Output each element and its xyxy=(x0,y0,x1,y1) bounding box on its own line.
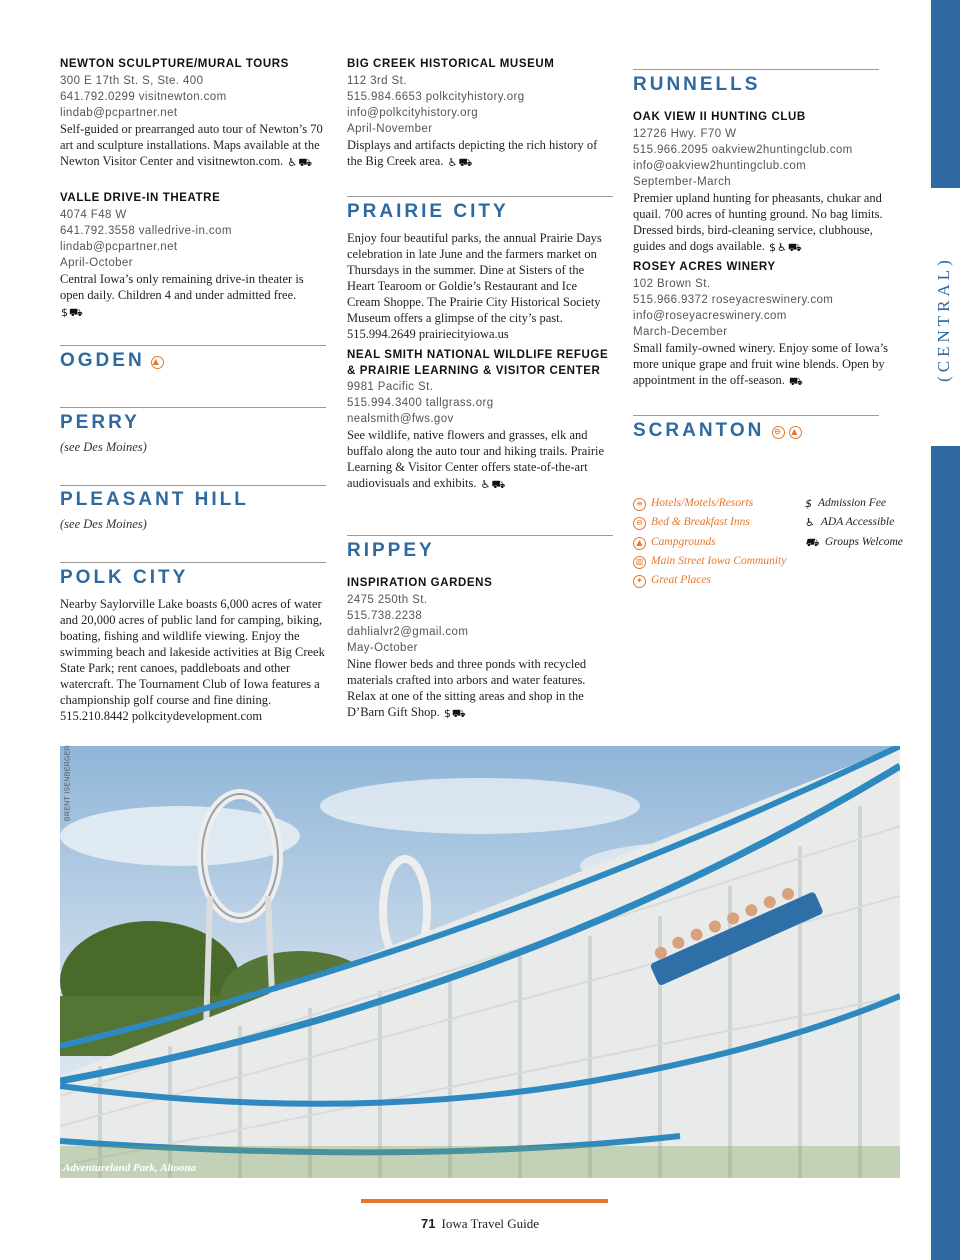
admission-fee-icon: $ xyxy=(805,497,812,510)
entry-description: Central Iowa’s only remaining drive-in theater is open daily. Children 4 and under admitted free. xyxy=(60,271,304,302)
description-text: Premier upland hunting for pheasants, chukar and quail. 700 acres of hunting ground. No bag limits. Dressed birds, bird-cleaning service, clubhouse, guides and dogs available. xyxy=(633,190,883,253)
entry-address: 12726 Hwy. F70 W xyxy=(633,127,737,140)
big-creek-museum-entry xyxy=(347,57,613,169)
ada-accessible-icon: ♿ xyxy=(777,240,787,254)
campground-icon: ▲ xyxy=(151,356,164,369)
description-text: Displays and artifacts depicting the rich history of the Big Creek area. xyxy=(347,137,598,168)
ada-accessible-icon: ♿ xyxy=(480,478,491,491)
entry-name: ROSEY ACRES WINERY xyxy=(633,261,776,273)
entry-address: 300 E 17th St. S, Ste. 400 xyxy=(60,74,204,87)
prairie-city-section xyxy=(347,201,613,342)
city-heading: POLK CITY xyxy=(60,567,189,588)
legend-label: Hotels/Motels/Resorts xyxy=(651,497,754,509)
entry-name: BIG CREEK HISTORICAL MUSEUM xyxy=(347,58,555,70)
rippey-section xyxy=(347,540,613,562)
entry-address: 112 3rd St. xyxy=(347,74,407,87)
photo-caption: Adventureland Park, Altoona xyxy=(63,1162,197,1174)
city-heading: PERRY xyxy=(60,412,140,433)
entry-email: info@oakview2huntingclub.com xyxy=(633,159,807,172)
ogden-section xyxy=(60,350,326,372)
entry-season: April-October xyxy=(60,256,133,269)
admission-fee-icon: $ xyxy=(443,706,451,720)
legend-label: Campgrounds xyxy=(651,536,716,548)
groups-welcome-icon: ⛟ xyxy=(298,155,313,169)
entry-season: April-November xyxy=(347,122,433,135)
entry-name: NEAL SMITH NATIONAL WILDLIFE REFUGE & PRAIRIE LEARNING & VISITOR CENTER xyxy=(347,349,609,377)
legend-admission xyxy=(804,496,886,510)
hotel-icon: ≡ xyxy=(633,498,646,511)
perry-section xyxy=(60,412,326,455)
polk-city-section xyxy=(60,567,326,724)
city-heading: RIPPEY xyxy=(347,540,435,561)
legend-campgrounds xyxy=(633,535,716,550)
divider xyxy=(633,69,879,70)
entry-email: info@polkcityhistory.org xyxy=(347,106,478,119)
entry-address: 9981 Pacific St. xyxy=(347,381,434,393)
legend-great-places xyxy=(633,573,711,588)
oak-view-entry xyxy=(633,110,899,254)
side-tab-bottom xyxy=(931,446,960,1260)
divider xyxy=(60,485,326,486)
entry-phone: 515.738.2238 xyxy=(347,609,423,622)
legend-ada xyxy=(804,515,894,529)
city-heading: PRAIRIE CITY xyxy=(347,201,509,222)
entry-address: 2475 250th St. xyxy=(347,593,428,606)
entry-name: OAK VIEW II HUNTING CLUB xyxy=(633,111,806,123)
groups-welcome-icon: ⛟ xyxy=(458,155,473,169)
ada-accessible-icon: ♿ xyxy=(805,516,815,529)
inspiration-gardens-entry xyxy=(347,576,613,720)
campground-icon: ▲ xyxy=(789,426,802,439)
legend-groups xyxy=(804,535,903,549)
entry-phone-web: 515.966.2095 oakview2huntingclub.com xyxy=(633,143,853,156)
runnells-section xyxy=(633,74,899,96)
campground-icon: ▲ xyxy=(633,537,646,550)
entry-description xyxy=(60,121,326,169)
groups-welcome-icon: ⛟ xyxy=(787,240,802,254)
entry-description xyxy=(347,427,613,491)
legend-label: Main Street Iowa Community xyxy=(651,555,787,567)
neal-smith-entry xyxy=(347,348,613,491)
legend-bnb xyxy=(633,515,750,530)
entry-email: info@roseyacreswinery.com xyxy=(633,309,787,322)
divider xyxy=(60,562,326,563)
great-places-icon: ✦ xyxy=(633,575,646,588)
entry-icons xyxy=(60,303,326,319)
legend-label: ADA Accessible xyxy=(820,516,895,528)
legend-label: Admission Fee xyxy=(818,497,887,509)
groups-welcome-icon: ⛟ xyxy=(788,374,803,388)
legend-label: Great Places xyxy=(651,574,711,586)
city-description: Enjoy four beautiful parks, the annual Prairie Days celebration in late June and the farmers market on Thursdays in the summer. Dine at Sisters of the Heart Tearoom or Goldie’s Restaurant and Ice Cream Shoppe. The Prairie City Historical Society Museum offers a glimpse of the city’s past. 515.994.2649 prairiecityiowa.us xyxy=(347,231,602,341)
bed-breakfast-icon: ⊖ xyxy=(772,426,785,439)
legend-label: Bed & Breakfast Inns xyxy=(651,516,750,528)
entry-address: 102 Brown St. xyxy=(633,277,711,290)
entry-email: lindab@pcpartner.net xyxy=(60,240,178,253)
photo-illustration xyxy=(60,746,900,1178)
region-label xyxy=(936,244,952,394)
see-reference: (see Des Moines) xyxy=(60,517,147,531)
roller-coaster-photo xyxy=(60,746,900,1178)
divider xyxy=(633,415,879,416)
publication-title: Iowa Travel Guide xyxy=(441,1216,539,1231)
entry-phone-web: 515.994.3400 tallgrass.org xyxy=(347,397,494,409)
icon-legend xyxy=(633,496,903,596)
entry-phone-web: 641.792.3558 valledrive-in.com xyxy=(60,224,232,237)
entry-address: 4074 F48 W xyxy=(60,208,127,221)
ada-accessible-icon: ♿ xyxy=(287,155,298,169)
description-text: Self-guided or prearranged auto tour of Newton’s 70 art and sculpture installations. Maps available at the Newton Visitor Center and visitnewton.com. xyxy=(60,121,323,168)
entry-phone-web: 641.792.0299 visitnewton.com xyxy=(60,90,227,103)
description-text: See wildlife, native flowers and grasses, elk and buffalo along the auto tour and hiking trails. Prairie Learning & Visitor Center offers state-of-the-art audiovisuals and exhibits. xyxy=(347,428,605,490)
legend-label: Groups Welcome xyxy=(824,536,903,548)
photo-credit xyxy=(62,744,74,822)
legend-main-street xyxy=(633,554,786,569)
entry-season: September-March xyxy=(633,175,732,188)
city-heading: PLEASANT HILL xyxy=(60,489,249,510)
city-heading: RUNNELLS xyxy=(633,74,761,95)
city-heading xyxy=(60,350,326,372)
rosey-acres-entry xyxy=(633,260,899,388)
description-text: Nine flower beds and three ponds with recycled materials crafted into arbors and water features. Relax at one of the sitting areas and shop in the D’Barn Gift Shop. xyxy=(347,656,587,719)
entry-name: VALLE DRIVE-IN THEATRE xyxy=(60,192,221,204)
entry-email: dahlialvr2@gmail.com xyxy=(347,625,469,638)
entry-season: May-October xyxy=(347,641,418,654)
divider xyxy=(347,196,613,197)
entry-phone-web: 515.966.9372 roseyacreswinery.com xyxy=(633,293,834,306)
city-description: Nearby Saylorville Lake boasts 6,000 acres of water and 20,000 acres of public land for camping, biking, boating, fishing and wildlife viewing. Enjoy the swimming beach and lakeside activities at Big Creek State Park; rent canoes, paddleboats and other watercraft. The Tournament Club of Iowa features a championship golf course and fine dining. 515.210.8442 polkcitydevelopment.com xyxy=(60,597,325,723)
divider xyxy=(60,407,326,408)
pleasant-hill-section xyxy=(60,489,326,532)
entry-description xyxy=(347,137,613,169)
groups-welcome-icon: ⛟ xyxy=(805,536,819,549)
entry-name: INSPIRATION GARDENS xyxy=(347,577,493,589)
city-name: SCRANTON xyxy=(633,420,765,441)
scranton-section xyxy=(633,420,899,442)
entry-description xyxy=(347,656,613,720)
entry-season: March-December xyxy=(633,325,728,338)
entry-email: nealsmith@fws.gov xyxy=(347,413,454,425)
entry-phone-web: 515.984.6653 polkcityhistory.org xyxy=(347,90,525,103)
admission-fee-icon: $ xyxy=(61,305,68,319)
side-tab-top xyxy=(931,0,960,188)
city-name: OGDEN xyxy=(60,350,145,371)
groups-welcome-icon: ⛟ xyxy=(451,706,466,720)
main-street-icon: ▥ xyxy=(633,556,646,569)
photo-credit-text: BRENT ISENBERGER xyxy=(64,744,72,822)
admission-fee-icon: $ xyxy=(769,240,777,254)
description-text: Small family-owned winery. Enjoy some of Iowa’s more unique grape and fruit wine blends. Open by appointment in the off-season. xyxy=(633,340,889,387)
groups-welcome-icon: ⛟ xyxy=(69,305,83,319)
entry-email: lindab@pcpartner.net xyxy=(60,106,178,119)
page-footer xyxy=(0,1216,960,1232)
footer-accent-bar xyxy=(361,1199,608,1203)
entry-description xyxy=(633,190,899,254)
divider xyxy=(60,345,326,346)
entry-description xyxy=(633,340,899,388)
legend-hotels xyxy=(633,496,753,511)
see-reference: (see Des Moines) xyxy=(60,440,147,454)
entry-name: NEWTON SCULPTURE/MURAL TOURS xyxy=(60,58,289,70)
page-number: 71 xyxy=(421,1216,436,1231)
city-heading xyxy=(633,420,899,442)
divider xyxy=(347,535,613,536)
ada-accessible-icon: ♿ xyxy=(447,155,458,169)
bed-breakfast-icon: ⊖ xyxy=(633,517,646,530)
valle-drive-in-entry xyxy=(60,191,326,319)
newton-sculpture-entry xyxy=(60,57,326,169)
groups-welcome-icon: ⛟ xyxy=(491,478,506,491)
region-label-text: (CENTRAL) xyxy=(934,256,953,382)
